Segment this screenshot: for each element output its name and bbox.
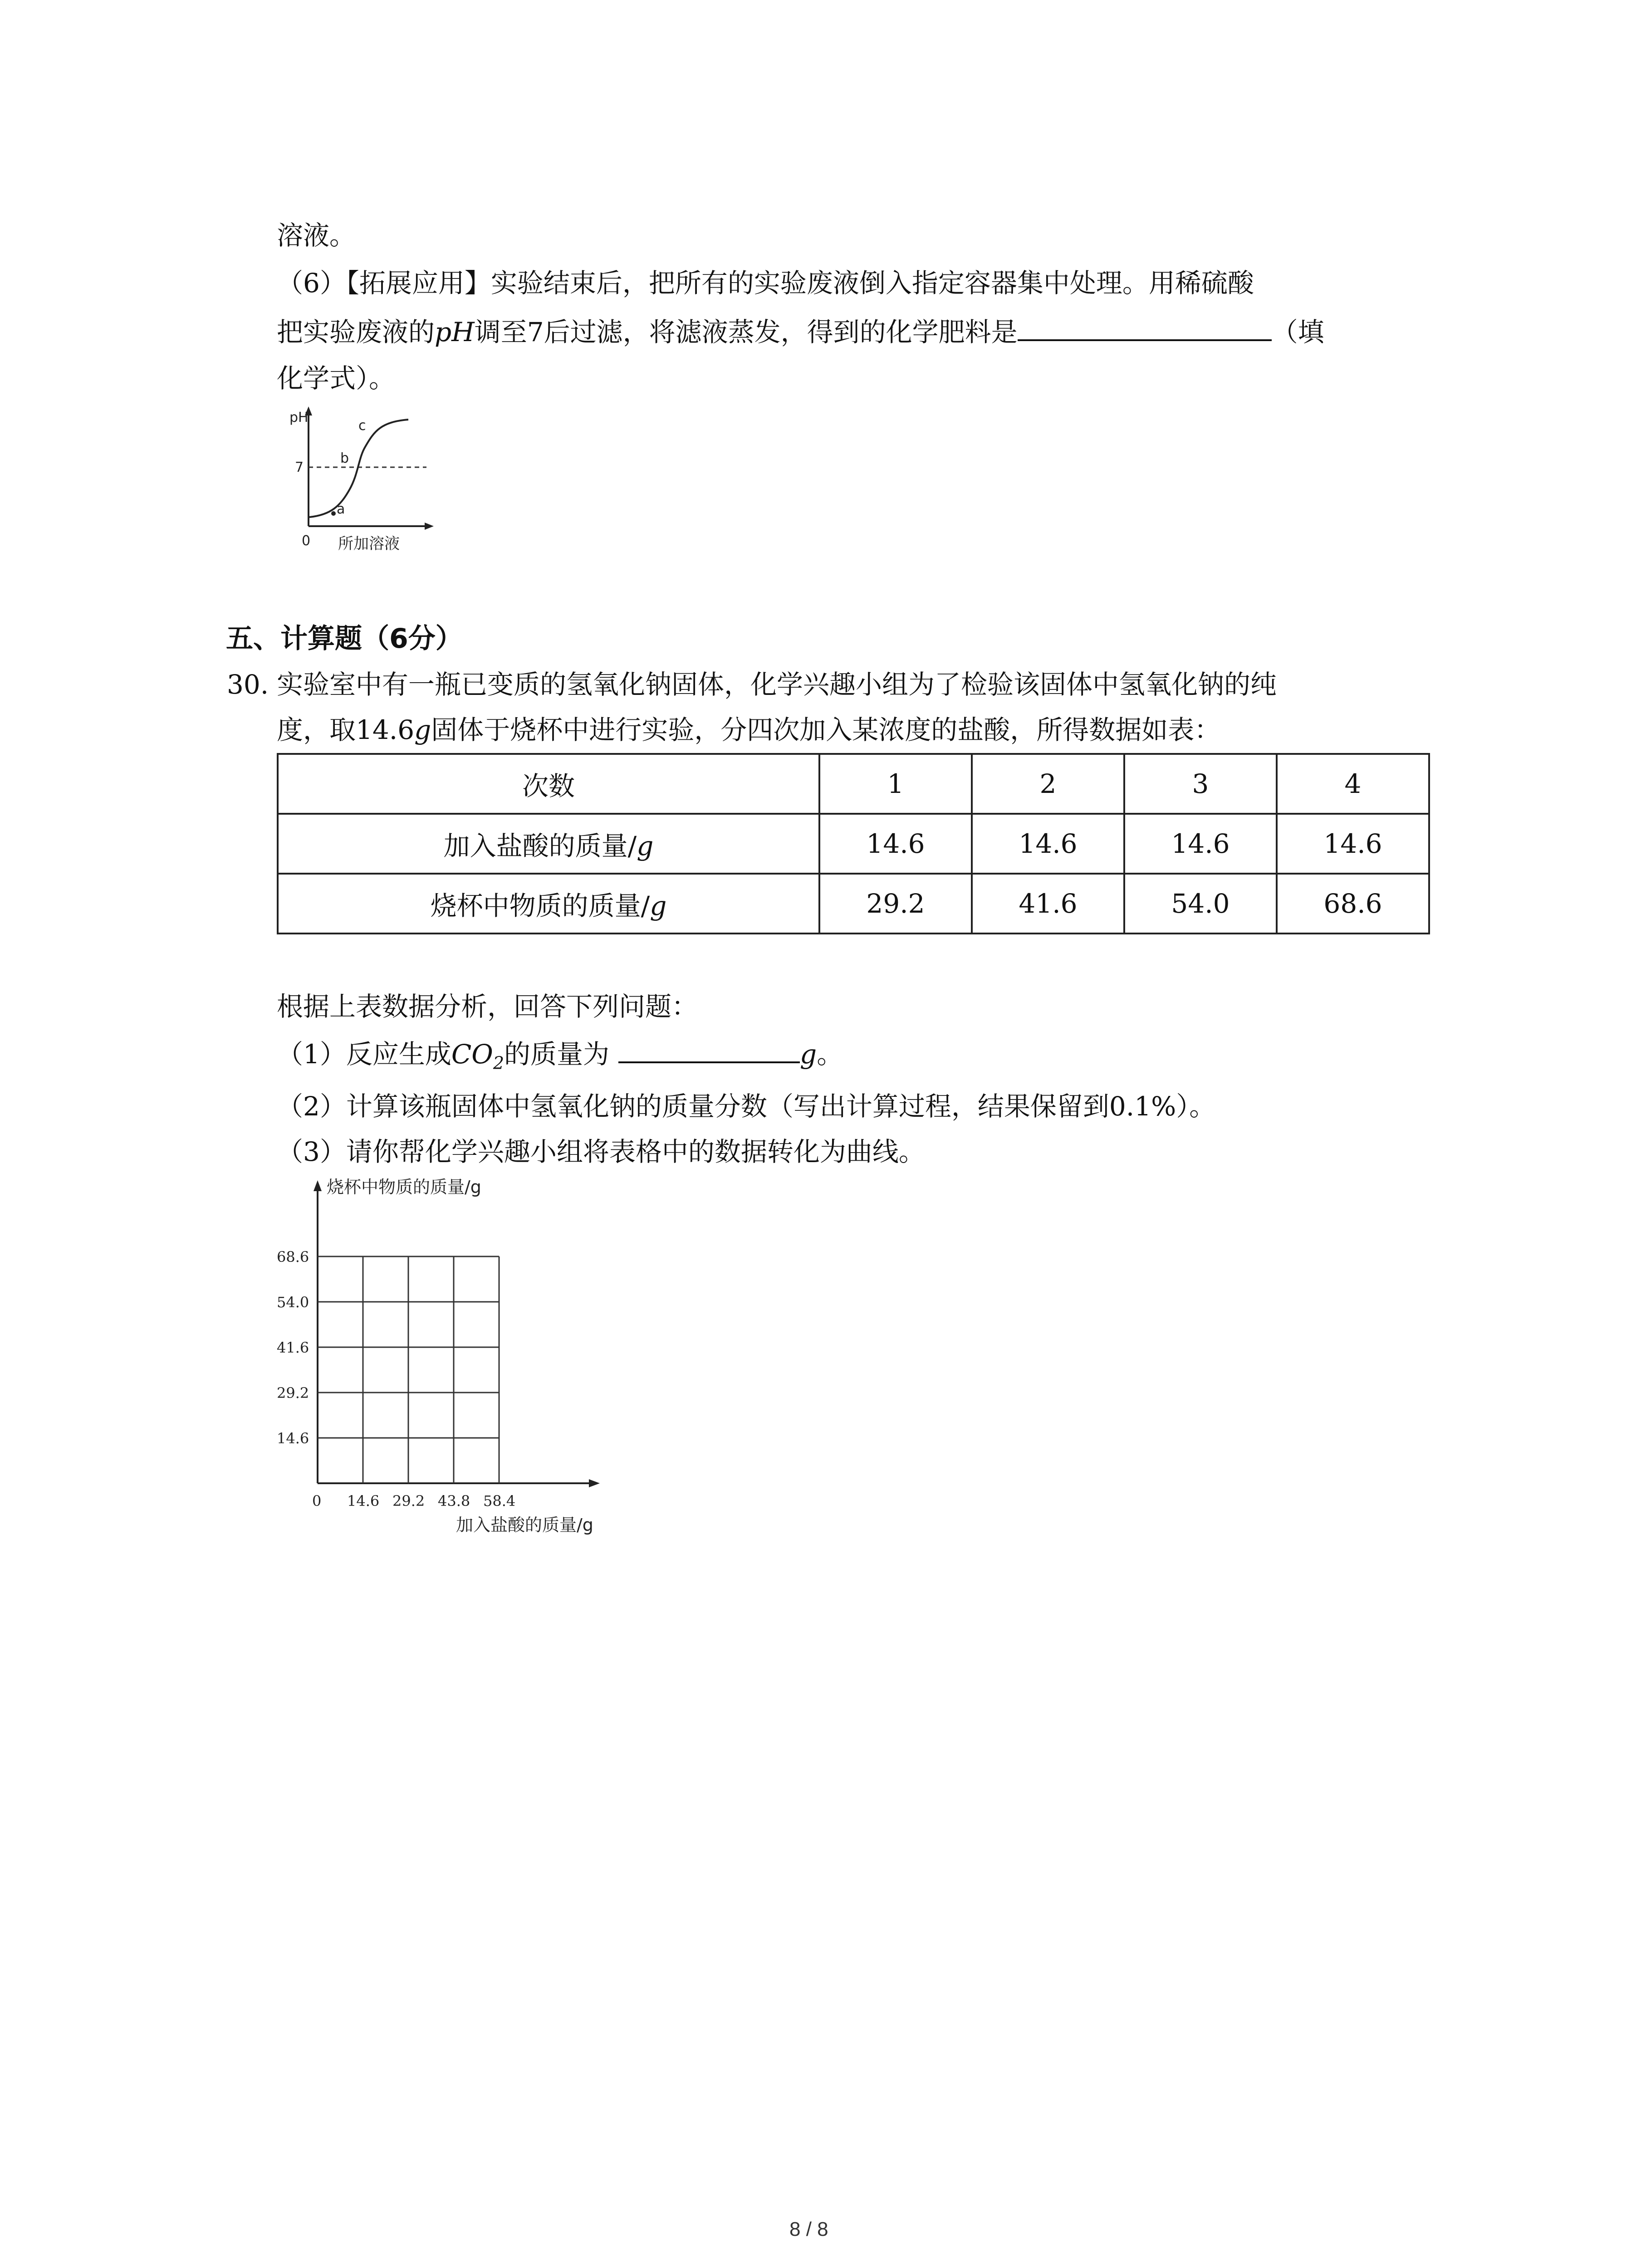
ph-symbol: pH — [435, 317, 475, 347]
grid-x-tick: 58.4 — [483, 1492, 516, 1510]
table-row — [278, 814, 1429, 874]
table-cell: 14.6 — [819, 814, 972, 874]
data-table — [277, 753, 1430, 934]
grid-y-tick: 54.0 — [277, 1294, 309, 1311]
grid-x-tick: 14.6 — [347, 1492, 380, 1510]
ph-origin: 0 — [302, 533, 311, 549]
point-b-label: b — [340, 450, 349, 466]
table-header-cell: 4 — [1277, 754, 1429, 814]
table-cell: 29.2 — [819, 874, 972, 934]
answer-blank-fertilizer[interactable] — [1018, 339, 1272, 341]
point-a-marker — [331, 511, 336, 516]
table-header-cell: 次数 — [278, 754, 819, 814]
ph-curve-graph — [272, 404, 463, 558]
grid-y-label: 烧杯中物质的质量/g — [327, 1177, 481, 1197]
section-title: 五、计算题（6分） — [226, 623, 463, 655]
table-header-cell: 1 — [819, 754, 972, 814]
grid-x-tick: 43.8 — [438, 1492, 470, 1510]
subquestion-3: （3）请你帮化学兴趣小组将表格中的数据转化为曲线。 — [277, 1136, 925, 1167]
ph-x-arrow — [425, 523, 434, 530]
page-number: 8 / 8 — [789, 2218, 828, 2240]
grid-y-tick: 68.6 — [277, 1248, 309, 1266]
question-line-1: 实验室中有一瓶已变质的氢氧化钠固体，化学兴趣小组为了检验该固体中氢氧化钠的纯 — [277, 669, 1277, 700]
table-header-cell: 3 — [1124, 754, 1277, 814]
intro-text: 根据上表数据分析，回答下列问题： — [277, 991, 698, 1022]
table-cell: 14.6 — [1124, 814, 1277, 874]
point-c-label: c — [358, 418, 366, 434]
answer-grid-chart[interactable] — [272, 1175, 617, 1538]
line-q6-end: 化学式）。 — [277, 363, 396, 394]
ph-x-label: 所加溶液 — [338, 535, 400, 553]
ph-y-label: pH — [289, 410, 309, 425]
question-line-2: 度，取14.6g固体于烧杯中进行实验，分四次加入某浓度的盐酸，所得数据如表： — [277, 714, 1221, 745]
table-cell: 41.6 — [972, 874, 1124, 934]
table-row — [278, 874, 1429, 934]
grid-y-tick: 29.2 — [277, 1384, 309, 1402]
grid-y-arrow — [314, 1180, 322, 1191]
grid-x-tick: 29.2 — [392, 1492, 425, 1510]
line-q6-intro: （6）【拓展应用】实验结束后，把所有的实验废液倒入指定容器集中处理。用稀硫酸 — [277, 268, 1254, 298]
table-cell: 14.6 — [1277, 814, 1429, 874]
grid-x-arrow — [589, 1479, 600, 1487]
table-header-cell: 2 — [972, 754, 1124, 814]
line-q6-body: 把实验废液的pH调至7后过滤，将滤液蒸发，得到的化学肥料是 （填 — [277, 317, 1324, 347]
table-cell: 54.0 — [1124, 874, 1277, 934]
grid-origin: 0 — [312, 1492, 322, 1510]
table-cell: 68.6 — [1277, 874, 1429, 934]
subquestion-2: （2）计算该瓶固体中氢氧化钠的质量分数（写出计算过程，结果保留到0.1%）。 — [277, 1091, 1216, 1122]
table-cell: 14.6 — [972, 814, 1124, 874]
table-row-label: 加入盐酸的质量/g — [278, 814, 819, 874]
point-a-label: a — [337, 501, 345, 517]
line-solution-end: 溶液。 — [277, 220, 356, 251]
answer-blank-co2[interactable] — [618, 1061, 800, 1063]
ph-curve — [309, 420, 408, 517]
grid-y-tick: 14.6 — [277, 1430, 309, 1447]
table-row — [278, 754, 1429, 814]
subquestion-1: （1）反应生成$CO_2$的质量为 g。 — [277, 1039, 843, 1073]
grid-lines — [318, 1256, 499, 1483]
table-row-label: 烧杯中物质的质量/g — [278, 874, 819, 934]
ph-y-tick-7: 7 — [295, 459, 304, 475]
grid-y-tick: 41.6 — [277, 1339, 309, 1356]
grid-x-label: 加入盐酸的质量/g — [456, 1515, 593, 1535]
question-number: 30. — [227, 669, 269, 700]
